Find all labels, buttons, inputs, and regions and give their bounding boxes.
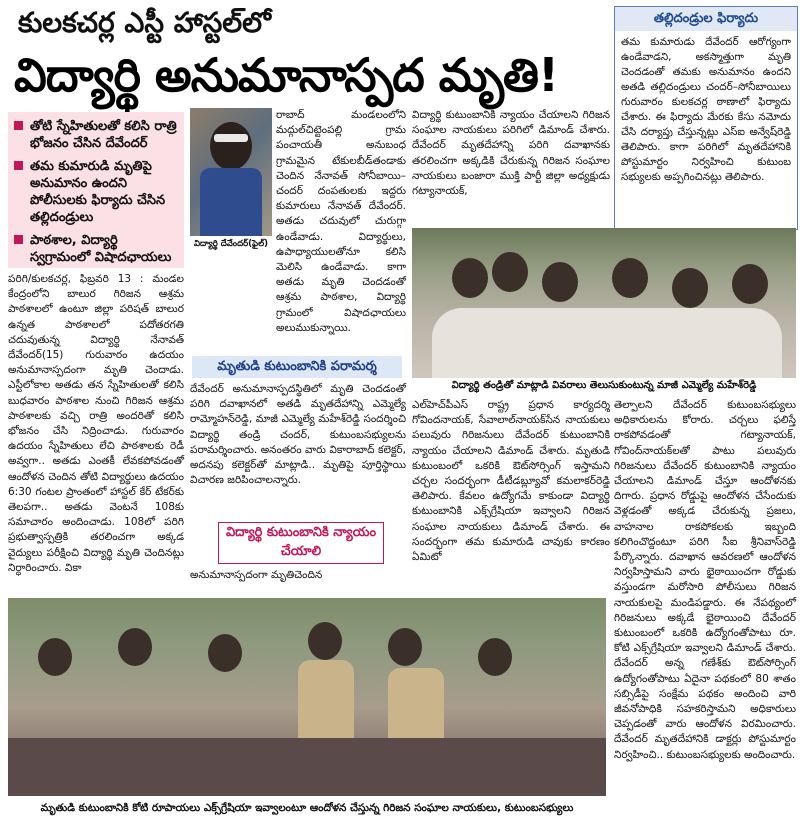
- square-bullet-icon: [14, 161, 23, 170]
- highlight-text: పాఠశాల, విద్యార్థి స్వగ్రామంలో విషాదఛాయలు: [30, 233, 172, 265]
- highlight-item: [14, 118, 178, 152]
- parents-complaint-title: తల్లిదండ్రుల ఫిర్యాదు: [615, 7, 797, 31]
- highlight-item: [14, 232, 178, 266]
- middle-column-top-text: రాబాద్ మండలంలోని మద్గుల్‌చిట్టెంపల్లి గ్రామ పంచాయతీ అనుబంధ గ్రామమైన టేకులబీడ్‌తండాకు చెందిన నేనావత్ సోనీబాయి–చందర్ దంపతులకు ఇద్దరు కుమారులు నేనావత్ దేవేందర్. అతడు చదువులో చురుగ్గా ఉండేవాడు. విద్యార్థులు, ఉపాధ్యాయులతోనూ కలిసి మెలిసి ఉండేవాడు. కాగా అతడు మృతి చెందడంతో ఆశ్రమ పాఠశాల, విద్యార్థి గ్రామంలో విషాదఛాయలు అలుముకున్నాయి.: [276, 109, 406, 334]
- square-bullet-icon: [14, 121, 23, 130]
- parents-complaint-text: తమ కుమారుడు దేవేందర్ ఆరోగ్యంగా ఉండేవాడని, అకస్మాత్తుగా మృతి చెందడంతో తమకు అనుమానం ఉందని అతడి తల్లిదండ్రులు చందర్–సోనీబాయిలు గురువారం కులకచర్ల ఠాణాలో ఫిర్యాదు చేశారు. ఈ ఫిర్యాదు మేరకు కేసు నమోదు చేసి దర్యాప్తు చేస్తున్నట్లు ఎస్‌ఐ అన్వేష్‌రెడ్డి తెలిపారు. కాగా పరిగిలో మృతదేహానికి పోస్టుమార్టం నిర్వహించి కుటుంబ సభ్యులకు అప్పగించినట్లు తెలిపారు.: [621, 36, 791, 183]
- highlight-text: తోటి స్నేహితులతో కలిసి రాత్రి భోజనం చేసిన దేవేందర్: [30, 119, 177, 151]
- portrait-caption: విద్యార్థి దేవేందర్(ఫైల్): [190, 236, 272, 252]
- highlights-box: [8, 112, 184, 268]
- subheading-justice: విద్యార్థి కుటుంబానికి న్యాయం చేయాలి: [218, 522, 384, 564]
- protest-photo: [8, 598, 606, 796]
- main-headline: విద్యార్థి అనుమానాస్పద మృతి!: [14, 48, 558, 102]
- highlight-text: తమ కుమారుడి మృతిపై అనుమానం ఉందని పోలీసులకు ఫిర్యాదు చేసిన తల్లిదండ్రులు: [30, 159, 166, 225]
- subheading-condolence: మృతుడి కుటుంబానికి పరామర్శ: [192, 356, 402, 378]
- parents-complaint-box: [614, 6, 798, 230]
- far-right-column-text: తెల్పాలని దేవేందర్ కుటుంబసభ్యులు అధికారులను కోరారు. చర్చలు ఫలిస్తే రాకపోవడంతో గట్యానాయక్, గోవింద్‌నాయక్‌లతో పాటు పలువురు గిరిజనులు దేవేందర్ కుటుంబానికి న్యాయం చేయాలని డిమాండ్ చేస్తూ ఆందోళనకు దిగారు. ప్రధాన రోడ్డుపై ఆందోళన చేసేందుకు వెళ్లడంతో అక్కడ చేరుకున్న ప్రజలు, వాహనాల రాకపోకలకు ఇబ్బంది కలిగించొద్దంటూ పరిగి సీఐ శ్రీనివాస్‌రెడ్డి పేర్కొన్నారు. దవాఖాన ఆవరణలో ఆందోళన నిర్వహిస్తామని వారు భైఠాయించగా రోడ్డుకు వస్తుండగా మరోసారి పోలీసులు గిరిజన నాయకులపై మండిపడ్డారు. ఈ నేపథ్యంలో గిరిజనులు అక్కడే భైఠాయించి దేవేందర్ కుటుంబంలో ఒకరికి ఉద్యోగంతోపాటు రూ. కోటి ఎక్స్‌గ్రేషియా ఇవ్వాలని డిమాండ్ చేశారు. దేవేందర్ అన్న గణేశ్‌కు ఔట్‌సోర్సింగ్ ఉద్యోగంతోపాటు ఏదైనా పథకంలో 80 శాతం సబ్సిడీపై సంక్షేమ పథకం అందించి వారి జీవనోపాధికి సహకరిస్తామని అధికారులు చెప్పడంతో వారు ఆందోళన విరమించారు. దేవేందర్ మృతదేహానికి డాక్టర్లు పోస్టుమార్టం నిర్వహించి.. కుటుంబసభ్యులకు అందించారు.: [614, 399, 796, 761]
- right-column-middle-text: ఎల్‌హెచ్‌పీఎస్ రాష్ట్ర ప్రధాన కార్యదర్శి గోవిందనాయక్, సేవాలాల్‌నాయక్‌సేన నాయకులు పలువురు గిరిజనులు దేవేందర్ కుటుంబానికి న్యాయం చేయాలని డిమాండ్ చేశారు. మృతుడి కుటుంబంలో ఒకరికి ఔట్‌సోర్సింగ్ ఇస్తామని చర్చల సందర్భంగా డీటీడబ్ల్యూవో కమలాకర్‌రెడ్డి తెలిపారు. కేవలం ఉద్యోగమే కాకుండా విద్యార్థి కుటుంబానికి ఎక్స్‌గ్రేషియా ఇవ్వాలని గిరిజన సంఘాల నాయకులు డిమాండ్ చేశారు. ఈ సందర్భంగా తమ కుమారుడి చావుకు కారణం ఏమిటో: [412, 399, 610, 564]
- protest-photo-caption: మృతుడి కుటుంబానికి కోటి రూపాయలు ఎక్స్‌గ్రేషియా ఇవ్వాలంటూ ఆందోళన చేస్తున్న గిరిజన సంఘాల నాయకులు, కుటుంబసభ్యులు: [8, 798, 606, 818]
- kicker-headline: కులకచర్ల ఎస్టీ హాస్టల్‌లో: [18, 6, 271, 39]
- left-column-text: పరిగి/కులకచర్ల, ఫిబ్రవరి 13 : మండల కేంద్రంలోని బాలుర గిరిజన ఆశ్రమ పాఠశాలలో ఉంటూ జిల్లా పరిషత్ బాలుర ఉన్నత పాఠశాలలో పదోతరగతి చదువుతున్న విద్యార్థి నేనావత్ దేవేందర్(15) గురువారం ఉదయం అనుమానాస్పదంగా మృతి చెందాడు. ఎస్టీలోకాల అతడు తన స్నేహితులతో కలిసి బుధవారం పాఠశాల నుంచి గిరిజన ఆశ్రమ పాఠశాలకు వచ్చి రాత్రి అందరితో కలిసి భోజనం చేసి నిద్రించాడు. గురువారం ఉదయం స్నేహితులు లేచి పాఠశాలకు రెడీ అవ్వగా.. అతడు ఎంతకీ లేవకపోవడంతో ఆందోళన చెందిన తోటి విద్యార్థులు ఉదయం 6:30 గంటల ప్రాంతంలో హాస్టల్ కేర్ టేకర్‌కు తెలపగా.. అతడు వెంటనే 108కు సమాచారం అందించాడు. 108లో పరిగి ప్రభుత్వాస్పత్రికి తరలించగా అక్కడ వైద్యులు పరీక్షించి విద్యార్థి మృతి చెందినట్లు నిర్ధారించారు. వికా: [8, 273, 184, 574]
- group-photo: [412, 228, 796, 378]
- square-bullet-icon: [14, 235, 23, 244]
- student-portrait-photo: [190, 108, 272, 236]
- highlight-item: [14, 158, 178, 226]
- middle-column-last-line: అనుమానాస్పదంగా మృతిచెందిన: [190, 569, 323, 581]
- middle-column-bottom-text: దేవేందర్ అనుమానాస్పదస్థితిలో మృతి చెందడంతో పరిగి దవాఖానలో అతడి మృతదేహాన్ని ఎమ్మెల్యే రామ్మోహన్‌రెడ్డి, మాజీ ఎమ్మెల్యే మహేశ్‌రెడ్డి సందర్శించి విద్యార్థి తండ్రి చందర్, కుటుంబసభ్యులను పరామర్శించారు. అనంతరం వారు వికారాబాద్ కలెక్టర్, అదనపు కలెక్టర్‌తో మాట్లాడి.. మృతిపై పూర్తిస్థాయి విచారణ జరిపించాలన్నారు.: [190, 383, 406, 487]
- group-photo-caption: విద్యార్థి తండ్రితో మాట్లాడి వివరాలు తెలుసుకుంటున్న మాజీ ఎమ్మెల్యే మహేశ్‌రెడ్డి: [412, 378, 796, 394]
- right-column-top-text: విద్యార్థి కుటుంబానికి న్యాయం చేయాలని గిరిజన సంఘాల నాయకులు పరిగిలో డిమాండ్ చేశారు. దేవేందర్ మృతదేహాన్ని పరిగి దవాఖానకు తరలించగా అక్కడికి చేరుకున్న గిరిజన సంఘాల నాయకులు బంజారా ముక్తి పార్టీ జిల్లా అధ్యక్షుడు గట్యానాయక్,: [412, 109, 610, 198]
